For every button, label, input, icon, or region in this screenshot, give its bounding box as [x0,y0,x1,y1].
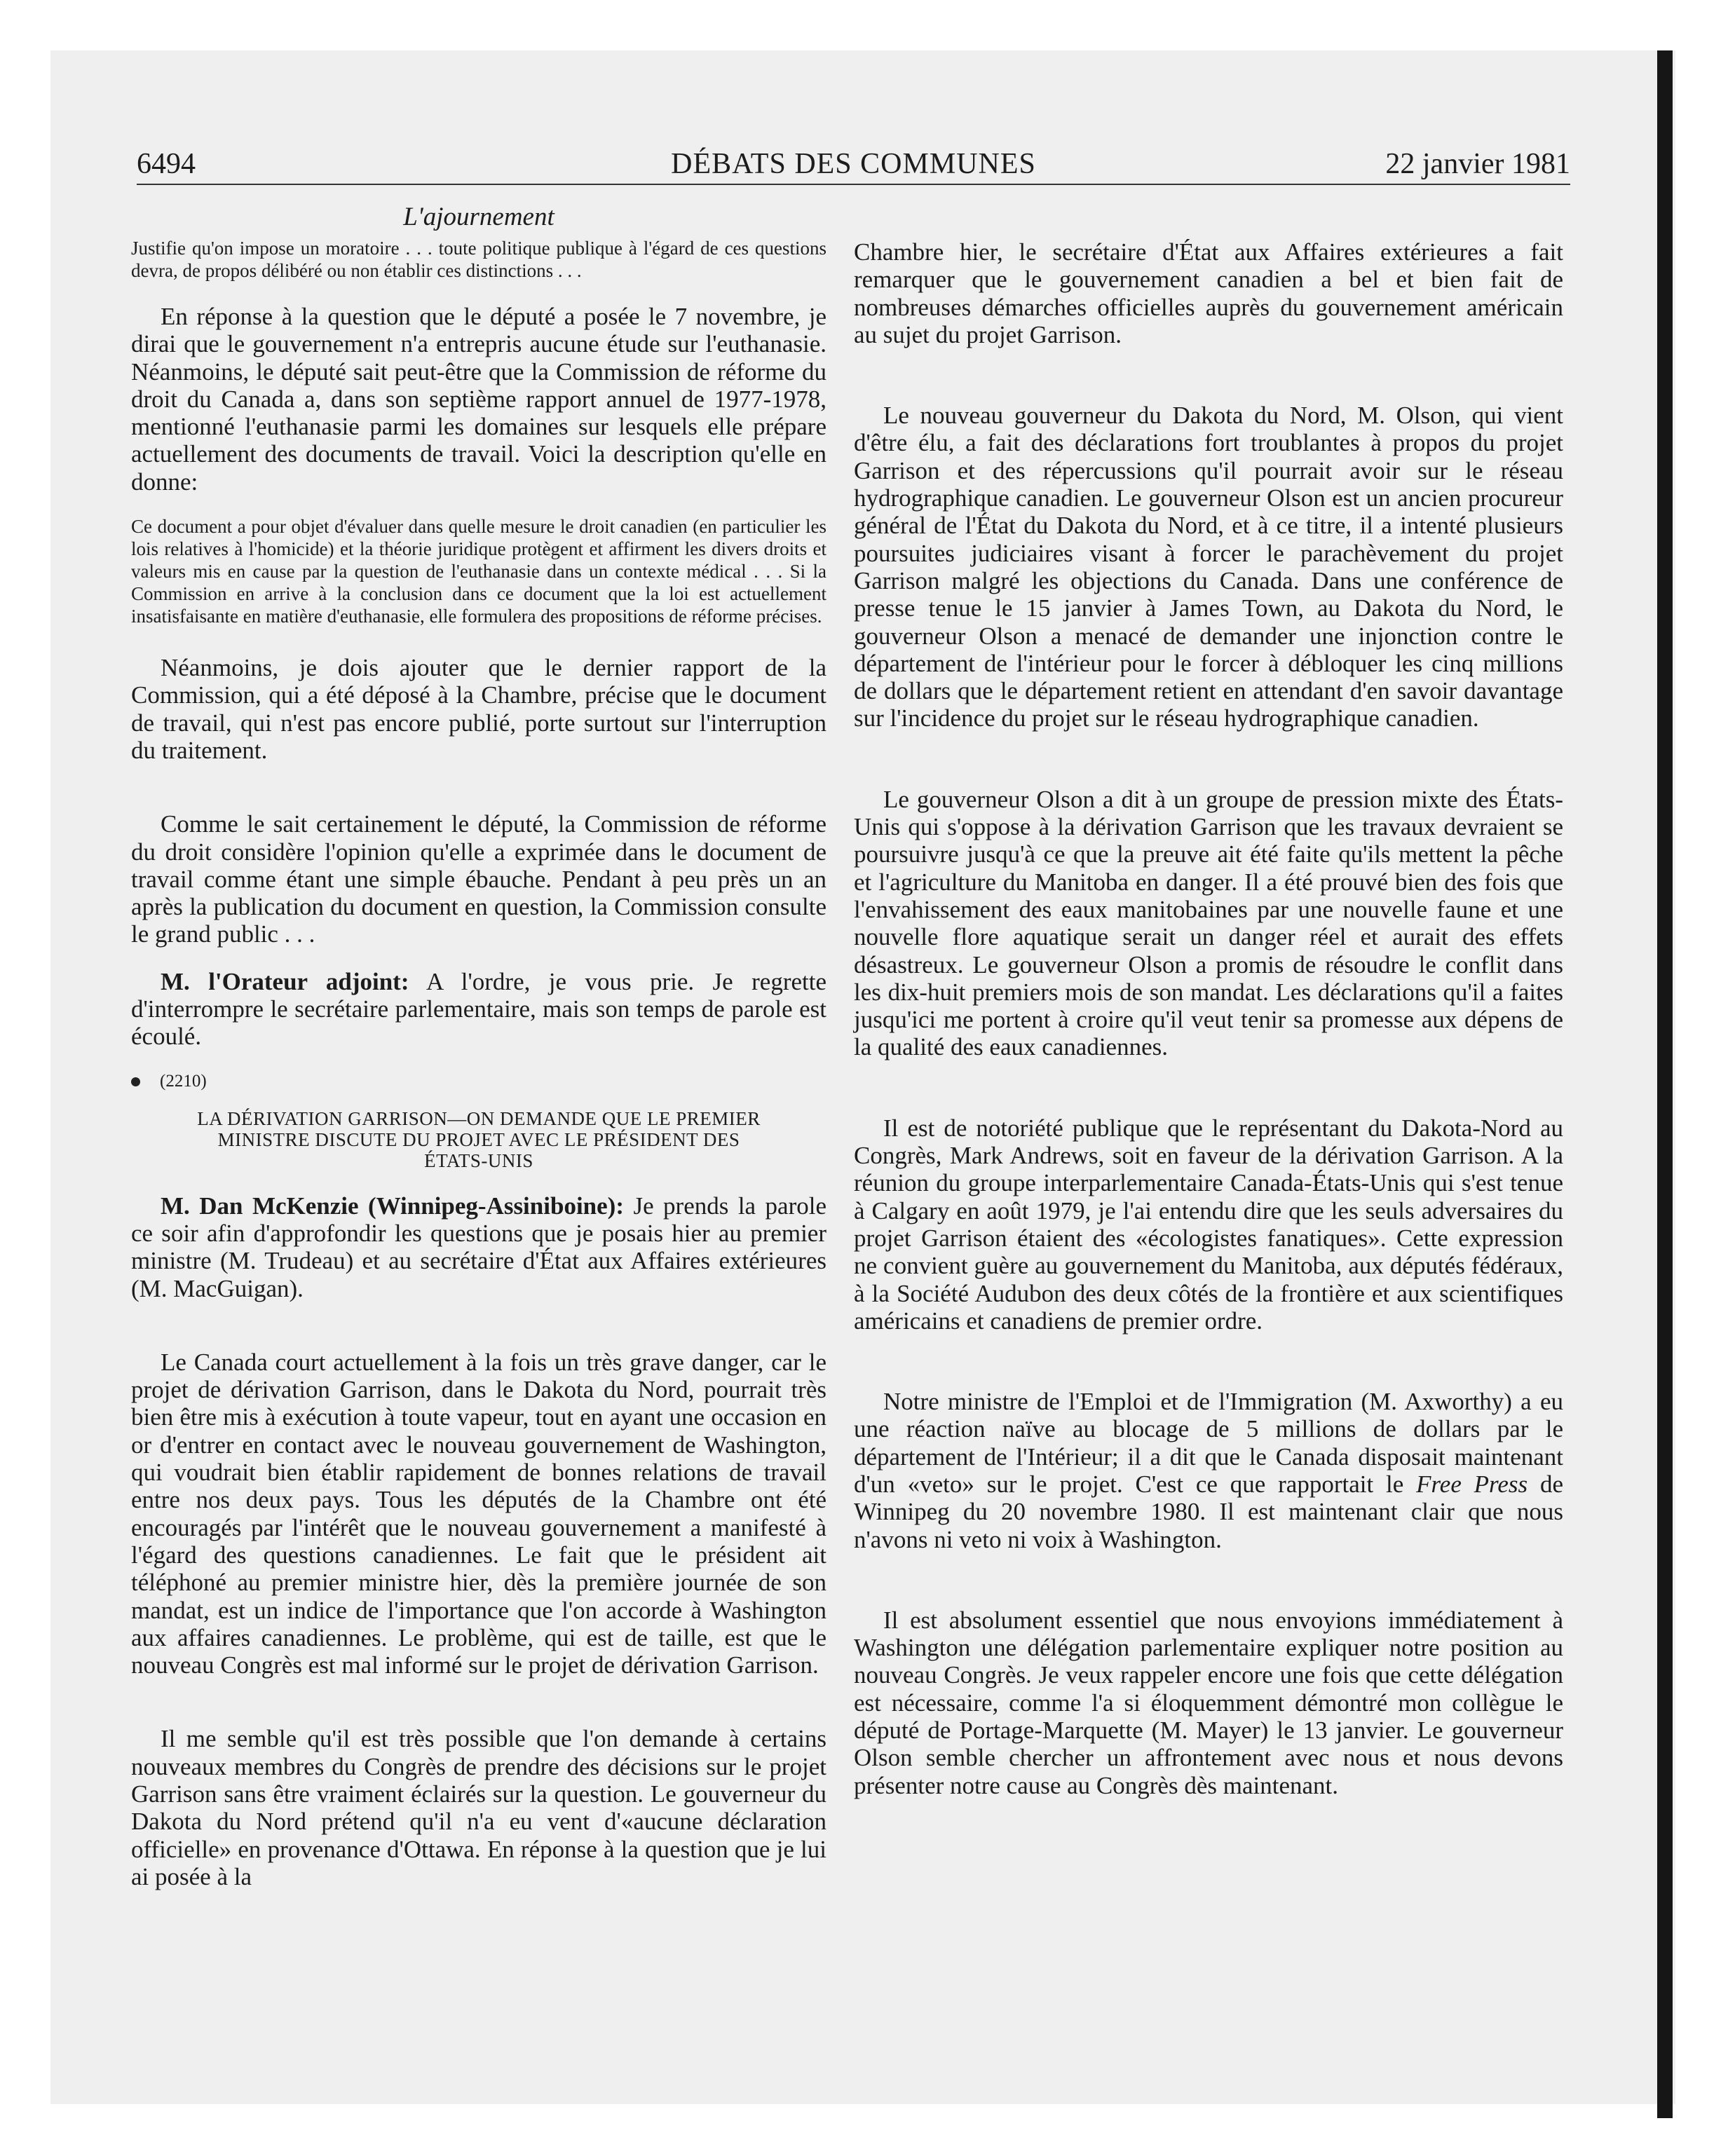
paragraph: Chambre hier, le secrétaire d'État aux Affaires extérieures a fait remarquer que le gouvernement canadien a bel et bien fait de nombreuses démarches officielles auprès du gouvernement américain au sujet du projet Garrison. [854,238,1563,348]
page-title: DÉBATS DES COMMUNES [671,148,1036,180]
right-column [854,238,1563,1853]
speaker-name: M. Dan McKenzie (Winnipeg-Assiniboine): [161,1192,624,1220]
speech-text: A l'ordre, je vous prie. Je regrette d'interrompre le secrétaire parlementaire, mais son temps de parole est écoulé. [131,967,826,1051]
text-run: Notre ministre de l'Emploi et de l'Immigration (M. Axworthy) a eu une réaction naïve au blocage de 5 millions de dollars par le département de l'Intérieur; il a dit que le Canada disposait maintenant d'un «veto» sur le projet. C'est ce que rapportait le [854,1388,1563,1498]
timestamp [131,1070,826,1093]
paragraph: Néanmoins, je dois ajouter que le dernier rapport de la Commission, qui a été déposé à la Chambre, précise que le document de travail, qui n'est pas encore publié, porte surtout sur l'interruption du traitement. [131,654,826,764]
paragraph: Le Canada court actuellement à la fois un très grave danger, car le projet de dérivation Garrison, dans le Dakota du Nord, pourrait très bien être mis à exécution à toute vapeur, tout en ayant une occasion en or d'entrer en contact avec le nouveau gouvernement de Washington, qui voudrait bien établir rapidement de bonnes relations de travail entre nos deux pays. Tous les députés de la Chambre ont été encouragés par l'intérêt que le nouveau gouvernement a manifesté à l'égard des questions canadiennes. Le fait que le président ait téléphoné au premier ministre hier, dès la première journée de son mandat, est un indice de l'importance que l'on accorde à Washington aux affaires canadiennes. Le problème, qui est de taille, est que le nouveau Congrès est mal informé sur le projet de dérivation Garrison. [131,1348,826,1679]
subheading-line: LA DÉRIVATION GARRISON—ON DEMANDE QUE LE PREMIER [197,1107,761,1129]
speech-text: Je prends la parole ce soir afin d'approfondir les questions que je posais hier au premier ministre (M. Trudeau) et au secrétaire d'État aux Affaires extérieures (M. MacGuigan). [131,1192,826,1302]
paragraph: Le nouveau gouverneur du Dakota du Nord, M. Olson, qui vient d'être élu, a fait des déclarations fort troublantes à propos du projet Garrison et des répercussions qu'il pourrait avoir sur le réseau hydrographique canadien. Le gouverneur Olson est un ancien procureur général de l'État du Dakota du Nord, et à ce titre, il a intenté plusieurs poursuites judiciaires visant à forcer le parachèvement du projet Garrison malgré les objections du Canada. Dans une conférence de presse tenue le 15 janvier à James Town, au Dakota du Nord, le gouverneur Olson a menacé de demander une injonction contre le département de l'intérieur pour le forcer à débloquer les cinq millions de dollars que le département retient en attendant d'en savoir davantage sur l'incidence du projet sur le réseau hydrographique canadien. [854,402,1563,732]
page-header [137,144,1570,185]
speaker-paragraph [131,968,826,1051]
paragraph: Comme le sait certainement le député, la Commission de réforme du droit considère l'opinion qu'elle a exprimée dans le document de travail comme étant une simple ébauche. Pendant à peu près un an après la publication du document en question, la Commission consulte le grand public . . . [131,810,826,948]
subheading [131,1108,826,1171]
newspaper-name: Free Press [1416,1470,1528,1498]
paragraph: Il est de notoriété publique que le représentant du Dakota-Nord au Congrès, Mark Andrews, soit en faveur de la dérivation Garrison. A la réunion du groupe interparlementaire Canada-États-Unis qui s'est tenue à Calgary en août 1979, je l'ai entendu dire que les seuls adversaires du projet Garrison étaient des «écologistes fanatiques». Cette expression ne convient guère au gouvernement du Manitoba, aux députés fédéraux, à la Société Audubon des deux côtés de la frontière et aux scientifiques américains et canadiens de premier ordre. [854,1114,1563,1335]
paragraph: Le gouverneur Olson a dit à un groupe de pression mixte des États-Unis qui s'oppose à la dérivation Garrison que les travaux devraient se poursuivre jusqu'à ce que la preuve ait été faite qu'ils mettent la pêche et l'agriculture du Manitoba en danger. Il a été prouvé bien des fois que l'envahissement des eaux manitobaines par une nouvelle faune et une nouvelle flore aquatique serait un danger réel et aurait des effets désastreux. Le gouverneur Olson a promis de résoudre le conflit dans les dix-huit premiers mois de son mandat. Les déclarations qu'il a faites jusqu'ici me portent à croire qu'il veut tenir sa promesse aux dépens de la qualité des eaux canadiennes. [854,785,1563,1061]
speaker-name: M. l'Orateur adjoint: [161,967,409,995]
section-title: L'ajournement [403,203,554,231]
text-run: de Winnipeg du 20 novembre 1980. Il est maintenant clair que nous n'avons ni veto ni voix à Washington. [854,1470,1563,1553]
subheading-line: ÉTATS-UNIS [424,1149,533,1171]
page-date: 22 janvier 1981 [1385,148,1570,180]
block-quote: Ce document a pour objet d'évaluer dans quelle mesure le droit canadien (en particulier les lois relatives à l'homicide) et la théorie juridique protègent et affirment les divers droits et valeurs mis en cause par la question de l'euthanasie dans un contexte médical . . . Si la Commission en arrive à la conclusion dans ce document que la loi est actuellement insatisfaisante en matière d'euthanasie, elle formulera des propositions de réforme précises. [131,516,826,627]
paragraph: Il est absolument essentiel que nous envoyions immédiatement à Washington une délégation parlementaire expliquer notre position au nouveau Congrès. Je veux rappeler encore une fois que cette délégation est nécessaire, comme l'a si éloquemment démontré mon collègue le député de Portage-Marquette (M. Mayer) le 13 janvier. Le gouverneur Olson semble chercher un affrontement avec nous et nous devons présenter notre cause au Congrès dès maintenant. [854,1606,1563,1799]
paragraph: Il me semble qu'il est très possible que l'on demande à certains nouveaux membres du Congrès de prendre des décisions sur le projet Garrison sans être vraiment éclairés sur la question. Le gouverneur du Dakota du Nord prétend qu'il n'a eu vent d'«aucune déclaration officielle» en provenance d'Ottawa. En réponse à la question que je lui ai posée à la [131,1725,826,1890]
speaker-paragraph [131,1192,826,1302]
timestamp-text: (2210) [160,1071,207,1091]
left-column [131,203,826,1910]
paragraph: En réponse à la question que le député a posée le 7 novembre, je dirai que le gouvernement n'a entrepris aucune étude sur l'euthanasie. Néanmoins, le député sait peut-être que la Commission de réforme du droit du Canada a, dans son septième rapport annuel de 1977-1978, mentionné l'euthanasie parmi les domaines sur lesquels elle prépare actuellement des documents de travail. Voici la description qu'elle en donne: [131,303,826,496]
subheading-line: MINISTRE DISCUTE DU PROJET AVEC LE PRÉSIDENT DES [217,1128,740,1150]
page-number: 6494 [137,148,196,180]
bullet-icon [131,1077,140,1086]
paragraph [854,1388,1563,1553]
block-quote: Justifie qu'on impose un moratoire . . . toute politique publique à l'égard de ces questions devra, de propos délibéré ou non établir ces distinctions . . . [131,238,826,281]
scan-edge-shadow [1657,50,1673,2118]
